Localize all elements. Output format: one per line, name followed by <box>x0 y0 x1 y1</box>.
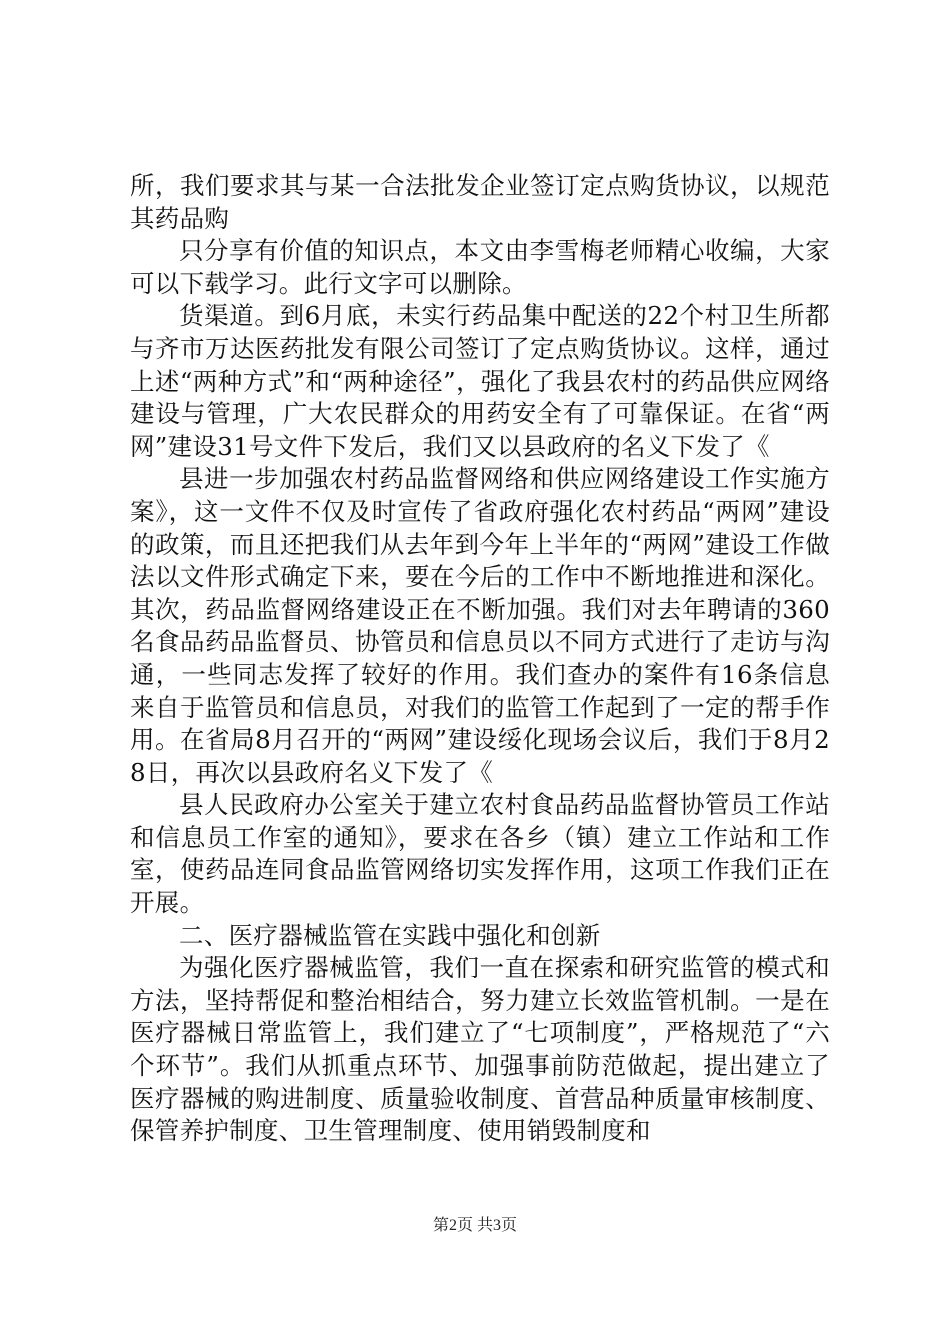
paragraph-2: 只分享有价值的知识点，本文由李雪梅老师精心收编，大家可以下载学习。此行文字可以删除。 <box>130 236 830 298</box>
paragraph-3: 货渠道。到6月底，未实行药品集中配送的22个村卫生所都与齐市万达医药批发有限公司签订了定点购货协议。这样，通过上述“两种方式”和“两种途径”，强化了我县农村的药品供应网络建设与管理，广大农民群众的用药安全有了可靠保证。在省“两网”建设31号文件下发后，我们又以县政府的名义下发了《 <box>130 301 831 461</box>
document-body <box>130 170 830 1148</box>
paragraph-7: 为强化医疗器械监管，我们一直在探索和研究监管的模式和方法，坚持帮促和整治相结合，努力建立长效监管机制。一是在医疗器械日常监管上，我们建立了“七项制度”，严格规范了“六个环节”。我们从抓重点环节、加强事前防范做起，提出建立了医疗器械的购进制度、质量验收制度、首营品种质量审核制度、保管养护制度、卫生管理制度、使用销毁制度和 <box>130 953 830 1146</box>
section-heading: 二、医疗器械监管在实践中强化和创新 <box>179 920 601 950</box>
page-number-footer: 第2页 共3页 <box>432 1217 517 1234</box>
paragraph-5: 县人民政府办公室关于建立农村食品药品监督协管员工作站和信息员工作室的通知》，要求在各乡（镇）建立工作站和工作室，使药品连同食品监管网络切实发挥作用，这项工作我们正在开展。 <box>130 790 830 918</box>
paragraph-1: 所，我们要求其与某一合法批发企业签订定点购货协议，以规范其药品购 <box>130 171 830 233</box>
paragraph-4: 县进一步加强农村药品监督网络和供应网络建设工作实施方案》，这一文件不仅及时宣传了省政府强化农村药品“两网”建设的政策，而且还把我们从去年到今年上半年的“两网”建设工作做法以文件形式确定下来，要在今后的工作中不断地推进和深化。其次，药品监督网络建设正在不断加强。我们对去年聘请的360名食品药品监督员、协管员和信息员以不同方式进行了走访与沟通，一些同志发挥了较好的作用。我们查办的案件有16条信息来自于监管员和信息员，对我们的监管工作起到了一定的帮手作用。在省局8月召开的“两网”建设绥化现场会议后，我们于8月28日，再次以县政府名义下发了《 <box>130 464 830 787</box>
